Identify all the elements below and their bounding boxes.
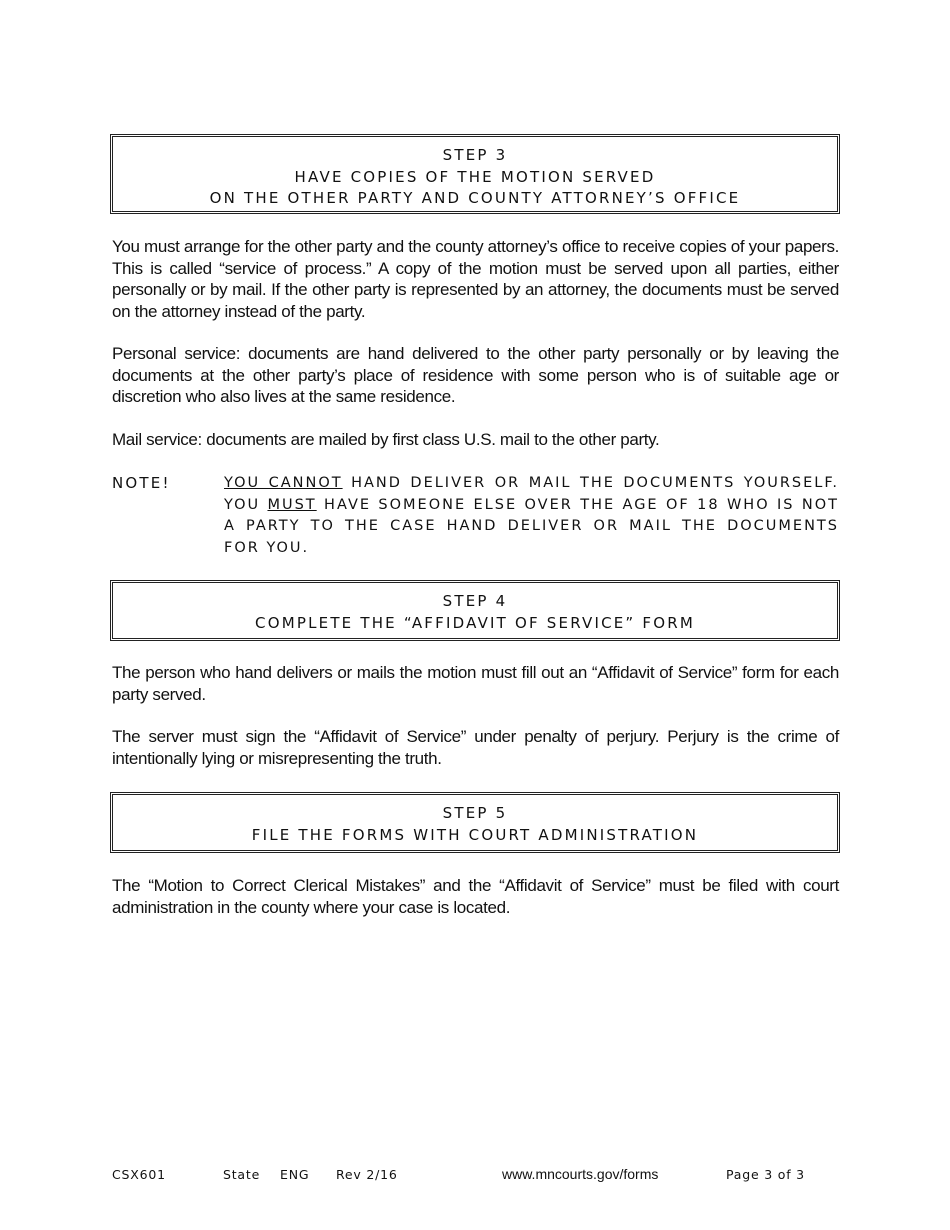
note-text-part-1: HAND DELIVER OR MAIL THE DOCUMENTS YOURSELF. YOU xyxy=(224,475,839,513)
step-3-subheading: ON THE OTHER PARTY AND COUNTY ATTORNEY’S OFFICE xyxy=(209,189,741,207)
note-text xyxy=(224,473,839,559)
step-3-heading: HAVE COPIES OF THE MOTION SERVED xyxy=(294,167,656,186)
step-4-header xyxy=(110,580,840,641)
footer-form-code: CSX601 xyxy=(112,1167,166,1182)
note-label: NOTE! xyxy=(112,474,171,492)
step-4-heading: COMPLETE THE “AFFIDAVIT OF SERVICE” FORM xyxy=(255,613,695,632)
footer-page-number: Page 3 of 3 xyxy=(726,1167,805,1182)
perjury-paragraph: The server must sign the “Affidavit of Service” under penalty of perjury. Perjury is the crime of intentionally lying or misrepresenting the truth. xyxy=(112,727,839,768)
footer-state: State xyxy=(223,1167,261,1182)
mail-service-paragraph: Mail service: documents are mailed by first class U.S. mail to the other party. xyxy=(112,430,660,449)
footer-language: ENG xyxy=(280,1167,310,1182)
note-cannot-emphasis: YOU CANNOT xyxy=(224,475,343,491)
footer-revision: Rev 2/16 xyxy=(336,1167,398,1182)
step-3-title: STEP 3 xyxy=(442,146,508,164)
note-must-emphasis: MUST xyxy=(267,496,317,513)
step-5-heading: FILE THE FORMS WITH COURT ADMINISTRATION xyxy=(251,825,699,844)
step-4-title: STEP 4 xyxy=(442,592,508,610)
step-5-header xyxy=(110,792,840,853)
affidavit-paragraph: The person who hand delivers or mails the motion must fill out an “Affidavit of Service” form for each party served. xyxy=(112,663,839,704)
note-text-part-2: HAVE SOMEONE ELSE OVER THE AGE OF 18 WHO IS NOT A PARTY TO THE CASE HAND DELIVER OR MAIL THE DOCUMENTS FOR YOU. xyxy=(224,496,839,556)
filing-paragraph: The “Motion to Correct Clerical Mistakes” and the “Affidavit of Service” must be filed with court administration in the county where your case is located. xyxy=(112,876,839,917)
service-intro-paragraph: You must arrange for the other party and the county attorney’s office to receive copies of your papers. This is called “service of process.” A copy of the motion must be served upon all parties, either personally or by mail. If the other party is represented by an attorney, the documents must be served on the attorney instead of the party. xyxy=(112,237,839,321)
personal-service-paragraph: Personal service: documents are hand delivered to the other party personally or by leaving the documents at the other party’s place of residence with some person who is of suitable age or discretion who also lives at the same residence. xyxy=(112,344,839,406)
step-5-title: STEP 5 xyxy=(442,804,508,822)
step-3-header xyxy=(110,134,840,214)
footer-url-link[interactable]: www.mncourts.gov/forms xyxy=(502,1166,659,1182)
